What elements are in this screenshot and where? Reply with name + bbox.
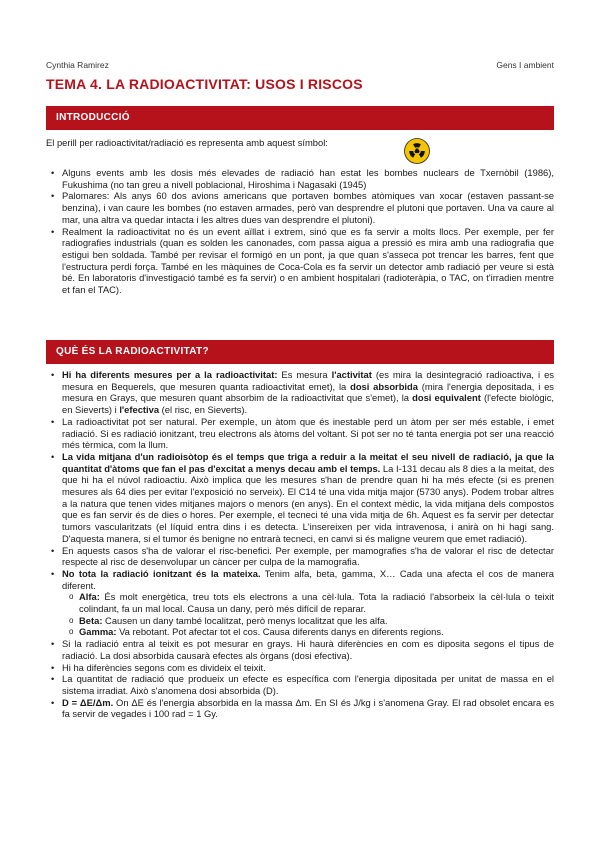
sub-list-item: o Gamma: Va rebotant. Pot afectar tot el cos. Causa diferents danys en diferents regions. (79, 626, 554, 638)
list-item: • Si la radiació entra al teixit es pot mesurar en grays. Hi haurà diferències en com es diposita segons el tipus de radiació. La dosi absorbida causarà efectes als òrgans (dosi efectiva). (62, 638, 554, 661)
list-item: • Palomares: Als anys 60 dos avions americans que portaven bombes atòmiques van xocar (estaven passant-se benzina), i van caure les bombes (no estaven armades, però van desprendre el plutoni que portaven. Una va caure al mar, una altra va quedar intacta i les altres dues van desprendre el plutoni). (62, 190, 554, 225)
author-name: Cynthia Ramirez (46, 60, 109, 70)
list-item: • La radioactivitat pot ser natural. Per exemple, un àtom que és inestable perd un àtom per ser més estable, i emet radiació. Si es radiació ionitzant, treu electrons als àtoms del voltant. Si pot ser no té tanta energia pot ser una reacció més tèrmica, com la llum. (62, 416, 554, 451)
what-bullet-list (46, 369, 554, 720)
list-item: • No tota la radiació ionitzant és la mateixa. Tenim alfa, beta, gamma, X… Cada una afecta el cos de manera diferent. o Alfa: És molt energètica, treu tots els electrons a una cèl·lula. Tota la radiació l'absorbeix la cèl·lula o teixit colindant, fa un mal local. Causa un dany, però més difícil de reparar. o Beta: Causen un dany també localitzat, però menys localitzat que les alfa. o Gamma: Va rebotant. Pot afectar tot el cos. Causa diferents danys en diferents regions. (62, 568, 554, 638)
list-item: • Alguns events amb les dosis més elevades de radiació han estat les bombes nuclears de Txernòbil (1986), Fukushima (no tan greu a nivell poblacional, Hiroshima i Nagasaki (1945) (62, 167, 554, 190)
radiation-types-list (62, 591, 554, 638)
list-item: • En aquests casos s'ha de valorar el risc-benefici. Per exemple, per mamografies s'ha de valorar el risc de detectar respecte al risc de desenvolupar un càncer per culpa de la mamografia. (62, 545, 554, 568)
list-item: • Hi ha diferents mesures per a la radioactivitat: Es mesura l'activitat (es mira la desintegració radioactiva, i es mesura en Bequerels, que mesuren quanta radioactivitat emet), la dosi absorbida (mira l'energia depositada, i es mesura en Grays, que mesuren quant absorbim de la radioactivitat que s'emet), la dosi equivalent (l'efecte biològic, en Sieverts) i l'efectiva (el risc, en Sieverts). (62, 369, 554, 416)
intro-bullet-list (46, 167, 554, 296)
section-heading-what: QUÈ ÉS LA RADIOACTIVITAT? (46, 340, 554, 364)
course-name: Gens I ambient (496, 60, 554, 70)
list-item: • La quantitat de radiació que produeix un efecte es específica com l'energia dipositada per unitat de massa en el sistema irradiat. Això s'anomena dosi absorbida (D). (62, 673, 554, 696)
sub-list-item: o Beta: Causen un dany també localitzat, però menys localitzat que les alfa. (79, 615, 554, 627)
section-heading-intro: INTRODUCCIÓ (46, 106, 554, 130)
page-title: TEMA 4. LA RADIOACTIVITAT: USOS I RISCOS (46, 76, 363, 92)
sub-list-item: o Alfa: És molt energètica, treu tots els electrons a una cèl·lula. Tota la radiació l'absorbeix la cèl·lula o teixit colindant, fa un mal local. Causa un dany, però més difícil de reparar. (79, 591, 554, 614)
list-item: • Hi ha diferències segons com es divideix el teixit. (62, 662, 554, 674)
intro-sentence: El perill per radioactivitat/radiació es representa amb aquest símbol: (46, 137, 328, 148)
radiation-trefoil-icon (404, 138, 430, 164)
list-item: • Realment la radioactivitat no és un event aïllat i extrem, sinó que es fa servir a molts llocs. Per exemple, per fer radiografies industrials (quan es solden les canonades, com passa aigua a pressió es mira amb una radiografia que estigui ben soldada. També per revisar el formigó en un pont, ja que quan s'asseca pot trencar les barres, fent que l'estructura perdi força. També en les màquines de Coca-Cola es fa servir un detector amb radiació per veure si està bé. En laboratoris d'investigació també es fa servir) o en ambient hospitalari (radioteràpia, o TAC, on t'irradien mentre et fan el TAC). (62, 226, 554, 296)
list-item: • D = ΔE/Δm. On ΔE és l'energia absorbida en la massa Δm. En SI és J/kg i s'anomena Gray. El rad obsolet encara es fa servir de vegades i 100 rad = 1 Gy. (62, 697, 554, 720)
list-item: • La vida mitjana d'un radioisòtop és el temps que triga a reduir a la meitat el seu nivell de radiació, ja que la quantitat d'àtoms que fan el pas d'excitat a menys decau amb el temps. La I-131 decau als 8 dies a la meitat, des que hi ha el núvol radioactiu. Això implica que les mesures s'han de prendre quan hi ha més efecte (si es prenen mesures als 64 dies per evitar l'exposició no serveix). El C14 té una vida mitja major (5730 anys). Podem trobar altres a la natura que tenen vides mitjanes majors o menors (en anys). En el context mèdic, la vida mitjana dels compostos que es fan servir és de dies o hores. Per exemple, el tecneci té una vida mitja de 6h. Aquest es fa servir per detectar tumors vascularitzats (el líquid entra dins i es detecta. L'insereixen per vida intravenosa, i anirà on hi hagi sang. D'aquesta manera, si el tumor és benigne no entrarà tecneci, en canvi si és maligne veurem que emet radiació). (62, 451, 554, 545)
